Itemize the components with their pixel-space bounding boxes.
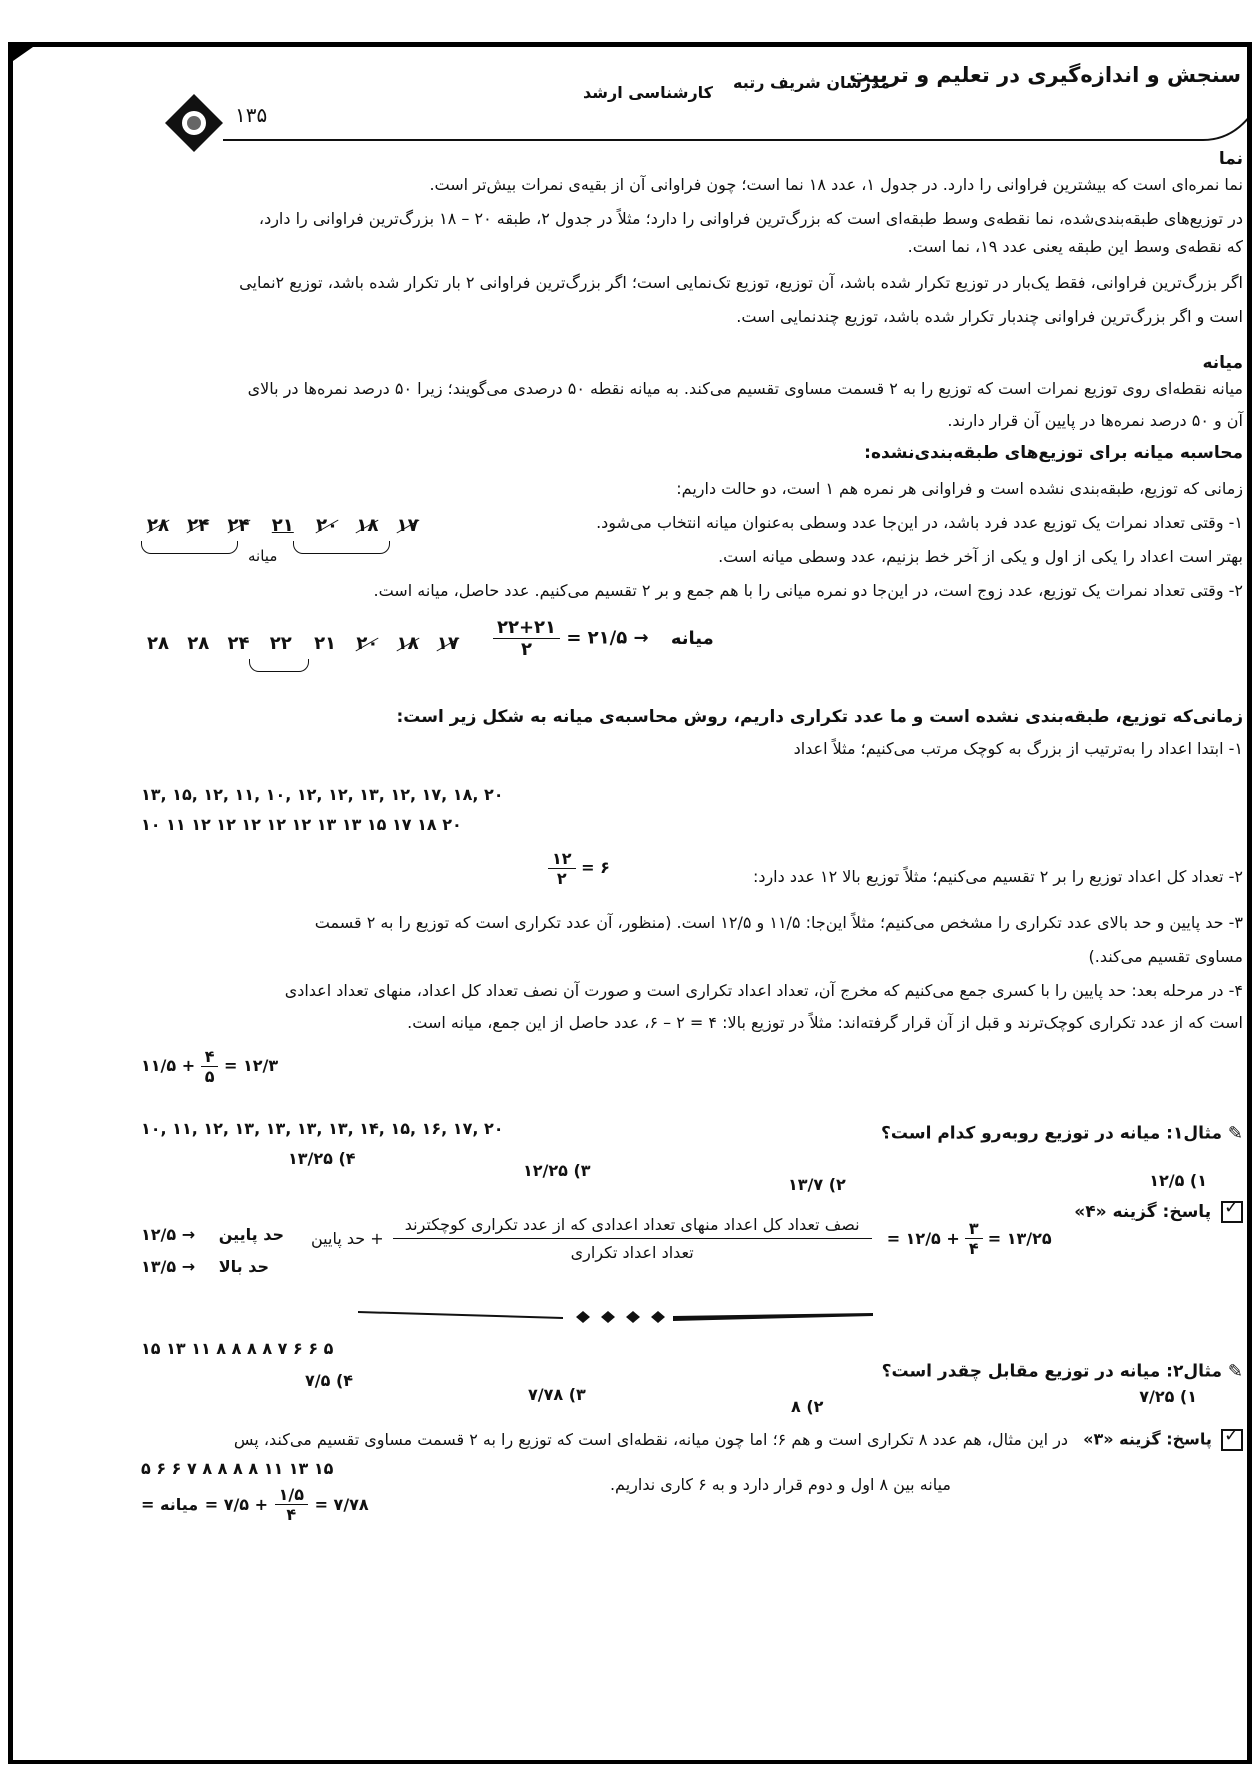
example2-sequence: ۱۵ ۱۳ ۱۱ ۸ ۸ ۸ ۸ ۷ ۶ ۶ ۵ — [141, 1339, 334, 1358]
example1-upper-label: حد بالا — [218, 1257, 269, 1276]
example2-calc-num: ۱/۵ — [275, 1485, 308, 1505]
median-paragraph-1a: میانه نقطه‌ای روی توزیع نمرات است که توزیع را به ۲ قسمت مساوی تقسیم می‌کند. به میانه نقطه ۵۰ درصدی می‌گویند؛ زیرا ۵۰ درصد نمره‌ها در بالای — [247, 379, 1243, 398]
median-subheading: محاسبه میانه برای توزیع‌های طبقه‌بندی‌نشده: — [864, 443, 1243, 463]
step2-result: = ۶ — [581, 858, 610, 877]
example1-word-frac-den: تعداد اعداد تکراری — [570, 1243, 694, 1262]
example2-option-4: ۴) ۷/۵ — [305, 1371, 354, 1390]
median-intro: زمانی که توزیع، طبقه‌بندی نشده است و فراوانی هر نمره هم ۱ است، دو حالت داریم: — [676, 479, 1243, 498]
mode-paragraph-2b: که نقطه‌ی وسط این طبقه یعنی عدد ۱۹، نما است. — [907, 237, 1243, 256]
odd-middle: ۲۱ — [271, 515, 294, 536]
even-left-2: ۲۴ — [227, 633, 250, 654]
example1-plus-lower: + حد پایین — [311, 1229, 384, 1248]
example1-option-4: ۴) ۱۳/۲۵ — [288, 1149, 356, 1168]
median-case-1b: بهتر است اعداد را یکی از اول و یکی از آخر خط بزنیم، عدد وسطی میانه است. — [718, 547, 1243, 566]
example1-upper-bound — [141, 1257, 269, 1276]
even-left-1: ۲۸ — [187, 633, 210, 654]
odd-left-brace — [141, 541, 238, 554]
example1-calc-a: = ۱۲/۵ + — [886, 1229, 960, 1248]
repeat-formula-left: ۱۱/۵ + — [141, 1056, 196, 1075]
even-frac-num: ۲۲+۲۱ — [493, 617, 560, 639]
example2-answer-label: پاسخ: گزینه «۳» — [1083, 1429, 1212, 1449]
page-number: ۱۳۵ — [235, 103, 268, 127]
odd-sequence — [141, 515, 425, 536]
even-formula — [493, 617, 714, 660]
even-middle-0: ۲۲ — [269, 633, 292, 654]
odd-left-1: ۲۴ — [187, 515, 210, 536]
repeat-step-2: ۲- تعداد کل اعداد توزیع را بر ۲ تقسیم می‌کنیم؛ مثلاً توزیع بالا ۱۲ عدد دارد: — [752, 867, 1243, 886]
even-left-0: ۲۸ — [147, 633, 169, 654]
header-rule — [163, 112, 1252, 142]
repeat-step-3a: ۳- حد پایین و حد بالای عدد تکراری را مشخص می‌کنیم؛ مثلاً این‌جا: ۱۱/۵ و ۱۲/۵ است. (منظور، آن عدد تکراری است که توزیع را به ۲ قسمت — [314, 913, 1243, 932]
example1-calc-den: ۴ — [968, 1239, 979, 1258]
repeat-step-4a: ۴- در مرحله بعد: حد پایین را با کسری جمع می‌کنیم که مخرج آن، تعداد اعداد تکراری است و صورت آن نصف تعداد کل اعداد، منهای تعداد اعدادی — [284, 981, 1243, 1000]
section-heading-mode: نما — [1218, 149, 1243, 169]
example2-calc-a: = ۷/۵ + — [204, 1495, 269, 1514]
odd-right-1: ۱۸ — [356, 515, 379, 536]
odd-right-brace — [293, 541, 390, 554]
header-degree: کارشناسی ارشد — [583, 83, 713, 102]
book-title: سنجش و اندازه‌گیری در تعلیم و تربیت — [849, 63, 1241, 87]
pencil-icon: ✎ — [1227, 1123, 1243, 1144]
repeat-formula-right: = ۱۲/۳ — [224, 1056, 279, 1075]
odd-right-2: ۱۷ — [396, 515, 419, 536]
step2-fraction — [548, 849, 576, 888]
mode-paragraph-3b: است و اگر بزرگ‌ترین فراوانی چندبار تکرار شده باشد، توزیع چندنمایی است. — [736, 307, 1243, 326]
example2-option-1: ۱) ۷/۲۵ — [1139, 1387, 1197, 1406]
section-heading-median: میانه — [1202, 353, 1243, 373]
example1-calc-num: ۳ — [965, 1219, 983, 1239]
odd-right-0: ۲۰ — [316, 515, 339, 536]
example1-formula — [311, 1215, 1052, 1262]
odd-left-2: ۲۴ — [227, 515, 250, 536]
example1-lower-label: حد پایین — [218, 1225, 284, 1244]
example2-option-3: ۳) ۷/۷۸ — [528, 1385, 586, 1404]
pencil-icon: ✎ — [1227, 1361, 1243, 1382]
repeat-step-2-formula — [548, 849, 610, 888]
example1-answer — [1074, 1201, 1243, 1223]
step2-frac-num: ۱۲ — [548, 849, 576, 869]
even-frac-den: ۲ — [521, 639, 533, 660]
repeat-step-3b: مساوی تقسیم می‌کند.) — [1088, 947, 1243, 966]
even-middle-brace — [249, 659, 309, 672]
odd-left-0: ۲۸ — [147, 515, 169, 536]
example2-calc-label: = میانه — [141, 1495, 199, 1514]
repeat-sequence-2: ۱۰ ۱۱ ۱۲ ۱۲ ۱۲ ۱۲ ۱۲ ۱۳ ۱۳ ۱۵ ۱۷ ۱۸ ۲۰ — [141, 815, 462, 834]
step2-frac-den: ۲ — [556, 869, 567, 888]
page-header — [13, 47, 1247, 142]
textbook-page — [8, 42, 1252, 1764]
checkbox-icon — [1221, 1429, 1243, 1451]
repeat-frac-den: ۵ — [204, 1067, 215, 1086]
example1-option-1: ۱) ۱۲/۵ — [1149, 1171, 1207, 1190]
even-middle-1: ۲۱ — [314, 633, 337, 654]
even-fraction — [493, 617, 560, 660]
example2-calc-b: = ۷/۷۸ — [314, 1495, 369, 1514]
example2-sorted-sequence: ۵ ۶ ۶ ۷ ۸ ۸ ۸ ۸ ۱۱ ۱۳ ۱۵ — [141, 1459, 334, 1478]
header-rank: مدرسان شریف رتبه — [733, 73, 891, 92]
even-label: میانه — [670, 627, 714, 649]
even-right-0: ۲۰ — [356, 633, 379, 654]
mode-paragraph-2a: در توزیع‌های طبقه‌بندی‌شده، نما نقطه‌ی وسط طبقه‌ای است که بزرگ‌ترین فراوانی را دارد؛ مثلاً در جدول ۲، طبقه ۲۰ – ۱۸ بزرگ‌ترین فراوانی را دارد، — [258, 209, 1243, 228]
example2-question-text: مثال۲: میانه در توزیع مقابل چقدر است؟ — [881, 1361, 1222, 1382]
example2-question — [882, 1361, 1243, 1382]
example1-upper-val: ۱۳/۵ → — [141, 1257, 196, 1276]
example1-lower-bound — [141, 1225, 284, 1244]
repeat-formula — [141, 1047, 278, 1086]
odd-median-label: میانه — [248, 547, 278, 565]
example1-word-frac-num: نصف تعداد کل اعداد منهای تعداد اعدادی که از عدد تکراری کوچکترند — [393, 1215, 872, 1239]
repeat-heading: زمانی‌که توزیع، طبقه‌بندی نشده است و ما عدد تکراری داریم، روش محاسبه‌ی میانه به شکل زیر است: — [396, 707, 1243, 727]
example1-word-fraction — [393, 1215, 872, 1262]
example2-answer-text-2: میانه بین ۸ اول و دوم قرار دارد و به ۶ کاری نداریم. — [609, 1475, 951, 1494]
median-paragraph-1b: آن و ۵۰ درصد نمره‌ها در پایین آن قرار دارند. — [947, 411, 1243, 430]
example1-sequence: ۱۰, ۱۱, ۱۲, ۱۳, ۱۳, ۱۳, ۱۳, ۱۴, ۱۵, ۱۶, ۱۷, ۲۰ — [141, 1119, 504, 1138]
checkbox-icon — [1221, 1201, 1243, 1223]
repeat-step-4b: است که از عدد تکراری کوچک‌ترند و قبل از آن قرار گرفته‌اند: مثلاً در توزیع بالا: ۴ = ۲ – ۶، عدد حاصل از این جمع، میانه است. — [407, 1013, 1243, 1032]
example1-calc-fraction — [965, 1219, 983, 1258]
repeat-step-1: ۱- ابتدا اعداد را به‌ترتیب از بزرگ به کوچک مرتب می‌کنیم؛ مثلاً اعداد — [793, 739, 1243, 758]
example2-answer-text: در این مثال، هم عدد ۸ تکراری است و هم ۶؛ اما چون میانه، نقطه‌ای است که توزیع را به ۲ قسمت مساوی تقسیم می‌کند، پس — [233, 1429, 1069, 1449]
repeat-sequence-1: ۱۳, ۱۵, ۱۲, ۱۱, ۱۰, ۱۲, ۱۲, ۱۳, ۱۲, ۱۷, ۱۸, ۲۰ — [141, 785, 504, 804]
even-right-2: ۱۷ — [436, 633, 459, 654]
example2-option-2: ۲) ۸ — [791, 1397, 824, 1416]
example2-calc-fraction — [275, 1485, 308, 1524]
mode-paragraph-1: نما نمره‌ای است که بیشترین فراوانی را دارد. در جدول ۱، عدد ۱۸ نما است؛ چون فراوانی آن از بقیه‌ی نمرات بیش‌تر است. — [429, 175, 1243, 194]
publisher-logo-icon — [163, 92, 225, 154]
example2-answer — [234, 1429, 1243, 1451]
example1-question — [881, 1123, 1243, 1144]
example1-option-3: ۳) ۱۲/۲۵ — [523, 1161, 591, 1180]
median-case-2: ۲- وقتی تعداد نمرات یک توزیع، عدد زوج است، در این‌جا دو نمره میانی را با هم جمع و بر ۲ تقسیم می‌کنیم. عدد حاصل، میانه است. — [373, 581, 1243, 600]
example2-formula — [141, 1485, 369, 1524]
example1-option-2: ۲) ۱۳/۷ — [788, 1175, 846, 1194]
even-right-1: ۱۸ — [396, 633, 419, 654]
example1-question-text: مثال۱: میانه در توزیع روبه‌رو کدام است؟ — [881, 1123, 1222, 1144]
example1-calc-b: = ۱۳/۲۵ — [987, 1229, 1052, 1248]
even-sequence — [141, 633, 465, 654]
section-divider — [358, 1303, 873, 1327]
median-case-1: ۱- وقتی تعداد نمرات یک توزیع عدد فرد باشد، در این‌جا عدد وسطی به‌عنوان میانه انتخاب می‌شود. — [596, 513, 1243, 532]
example2-calc-den: ۴ — [286, 1505, 297, 1524]
example1-answer-text: پاسخ: گزینه «۴» — [1074, 1202, 1212, 1222]
repeat-fraction — [201, 1047, 219, 1086]
mode-paragraph-3a: اگر بزرگ‌ترین فراوانی، فقط یک‌بار در توزیع تکرار شده باشد، آن توزیع، توزیع تک‌نمایی است؛ اگر بزرگ‌ترین فراوانی ۲ بار تکرار شده باشد، توزیع ۲نمایی — [239, 273, 1243, 292]
even-result: = ۲۱/۵ → — [566, 627, 649, 649]
repeat-frac-num: ۴ — [201, 1047, 219, 1067]
example1-lower-val: ۱۲/۵ → — [141, 1225, 196, 1244]
